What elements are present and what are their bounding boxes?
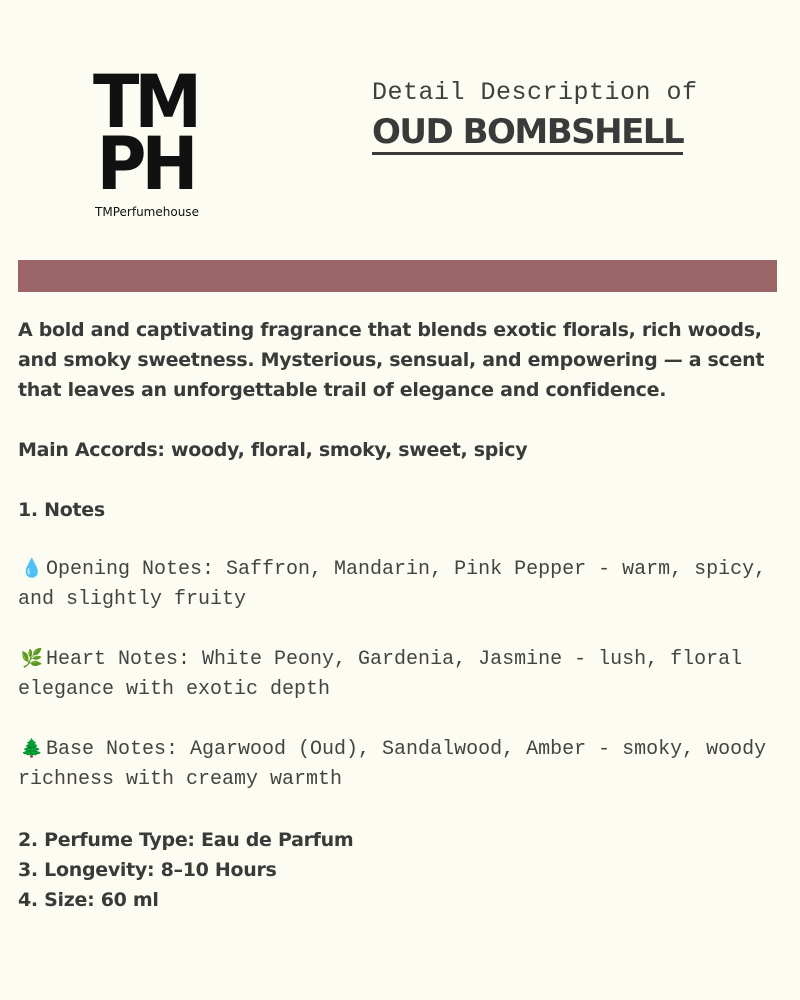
product-description [18,315,778,915]
water-drop-icon: 💧 [20,560,44,580]
main-accords: Main Accords: woody, floral, smoky, sweet, spicy [18,439,528,461]
notes-heading: 1. Notes [18,499,105,521]
brand-logo [84,60,210,219]
perfume-type: 2. Perfume Type: Eau de Parfum [18,829,354,851]
product-title: OUD BOMBSHELL [372,113,683,155]
opening-notes [18,555,778,615]
logo-mark-bottom: PH [96,122,194,208]
size: 4. Size: 60 ml [18,889,159,911]
evergreen-tree-icon: 🌲 [20,740,44,760]
opening-notes-text: Opening Notes: Saffron, Mandarin, Pink Pepper - warm, spicy, and slightly fruity [18,558,767,611]
description-paragraph: A bold and captivating fragrance that blends exotic florals, rich woods, and smoky sweetness. Mysterious, sensual, and empowering — a scent that leaves an unforgettable trail of elegance and confidence. [18,319,765,401]
base-notes [18,735,778,795]
heart-notes [18,645,778,705]
longevity: 3. Longevity: 8–10 Hours [18,859,277,881]
heart-notes-text: Heart Notes: White Peony, Gardenia, Jasmine - lush, floral elegance with exotic depth [18,648,743,701]
base-notes-text: Base Notes: Agarwood (Oud), Sandalwood, Amber - smoky, woody richness with creamy warmth [18,738,767,791]
section-divider-bar [18,260,777,292]
logo-mark-top: TM [92,60,198,146]
heading-subtitle: Detail Description of [372,78,698,107]
herb-icon: 🌿 [20,650,44,670]
logo-wordmark: TMPerfumehouse [95,205,199,219]
page-heading [372,78,732,155]
